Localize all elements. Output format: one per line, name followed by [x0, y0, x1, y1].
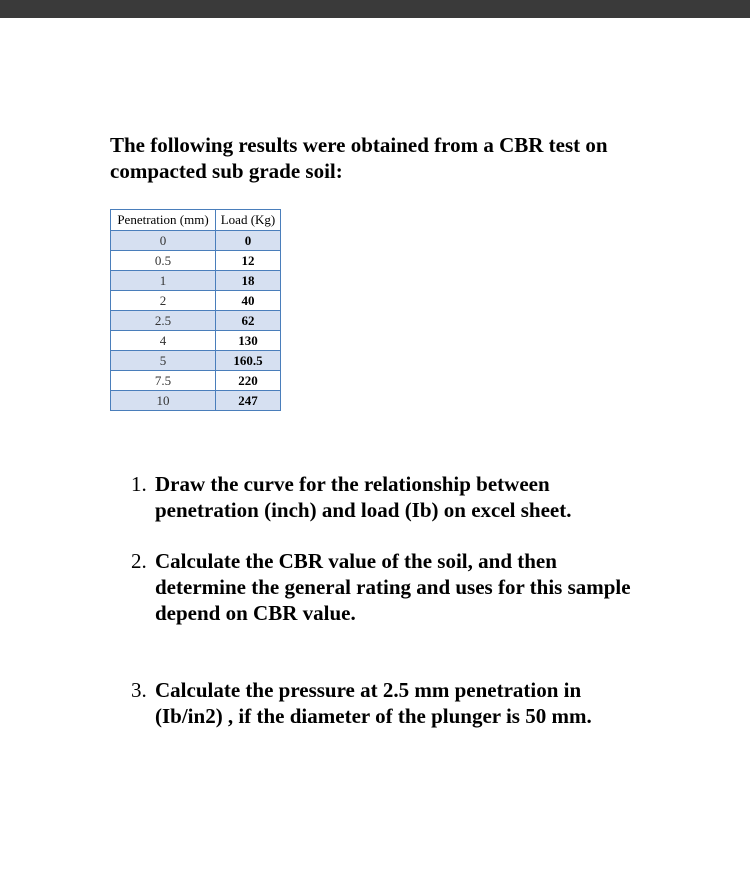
- question-1: [131, 471, 651, 523]
- penetration-cell: 0.5: [111, 251, 216, 271]
- table-row: [111, 291, 281, 311]
- question-text: Draw the curve for the relationship between penetration (inch) and load (Ib) on excel sheet.: [155, 472, 572, 522]
- load-cell: 220: [216, 371, 281, 391]
- load-cell: 160.5: [216, 351, 281, 371]
- table-row: [111, 351, 281, 371]
- table-row: [111, 331, 281, 351]
- question-3: [131, 677, 651, 729]
- table-row: [111, 231, 281, 251]
- table-row: [111, 271, 281, 291]
- penetration-cell: 10: [111, 391, 216, 411]
- table-row: [111, 371, 281, 391]
- load-cell: 247: [216, 391, 281, 411]
- load-cell: 62: [216, 311, 281, 331]
- penetration-cell: 5: [111, 351, 216, 371]
- load-cell: 130: [216, 331, 281, 351]
- question-text: Calculate the pressure at 2.5 mm penetration in (Ib/in2) , if the diameter of the plunger is 50 mm.: [155, 678, 592, 728]
- table-row: [111, 391, 281, 411]
- penetration-cell: 0: [111, 231, 216, 251]
- window-top-bar: [0, 0, 750, 18]
- penetration-cell: 7.5: [111, 371, 216, 391]
- question-text: Calculate the CBR value of the soil, and then determine the general rating and uses for this sample depend on CBR value.: [155, 549, 631, 625]
- intro-heading: The following results were obtained from a CBR test on compacted sub grade soil:: [110, 133, 608, 183]
- penetration-cell: 2: [111, 291, 216, 311]
- penetration-cell: 2.5: [111, 311, 216, 331]
- penetration-cell: 1: [111, 271, 216, 291]
- table-header-row: [111, 210, 281, 231]
- question-number: 2.: [131, 549, 147, 573]
- load-cell: 40: [216, 291, 281, 311]
- load-cell: 18: [216, 271, 281, 291]
- load-header: Load (Kg): [216, 210, 281, 231]
- penetration-header: Penetration (mm): [111, 210, 216, 231]
- question-number: 3.: [131, 678, 147, 702]
- table-row: [111, 311, 281, 331]
- question-number: 1.: [131, 472, 147, 496]
- question-2: [131, 548, 651, 626]
- load-cell: 12: [216, 251, 281, 271]
- table-row: [111, 251, 281, 271]
- cbr-results-table: [110, 209, 281, 411]
- load-cell: 0: [216, 231, 281, 251]
- penetration-cell: 4: [111, 331, 216, 351]
